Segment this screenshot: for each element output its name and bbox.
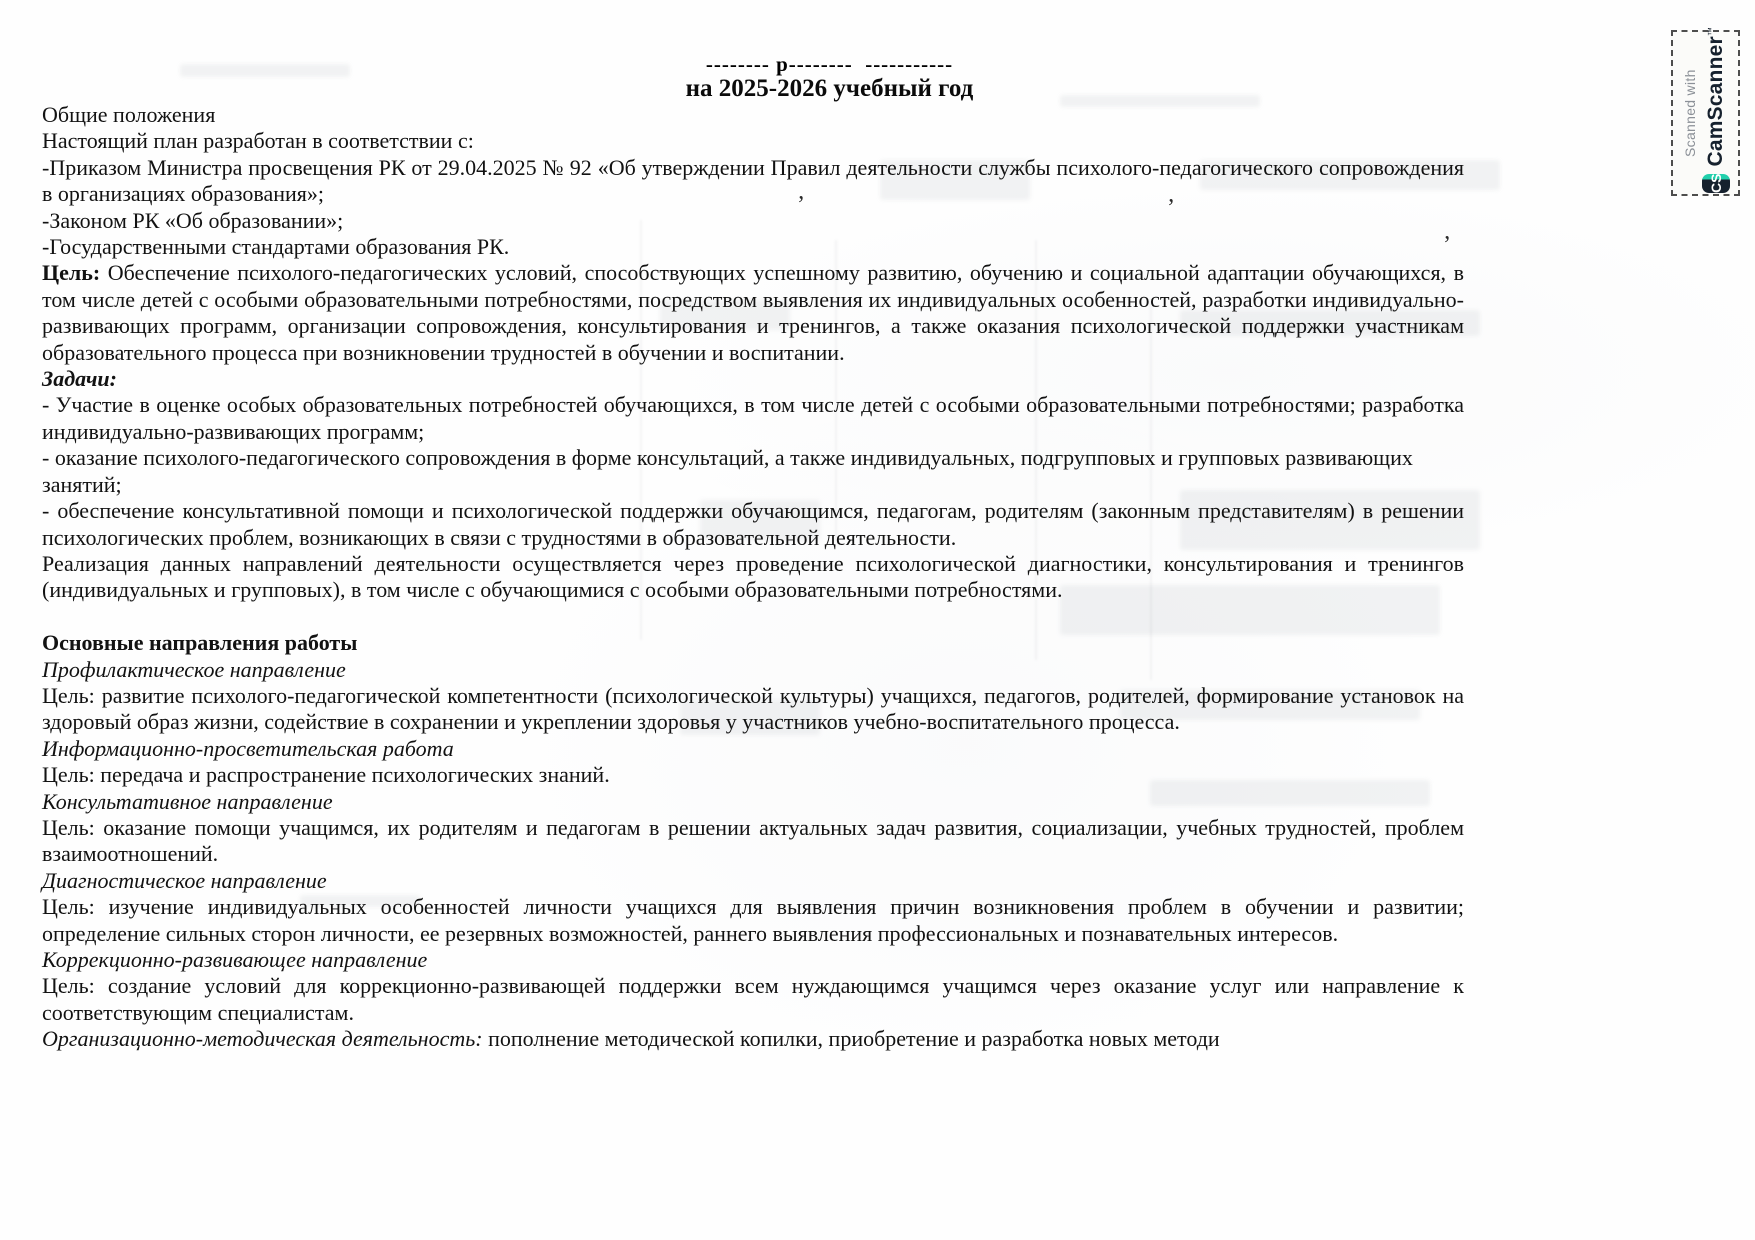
- paragraph-text: пополнение методической копилки, приобретение и разработка новых методи: [482, 1026, 1220, 1052]
- paragraph: Реализация данных направлений деятельности осуществляется через проведение психологической диагностики, консультирования и тренингов (индивидуальных и групповых), в том числе с обучающимися с особыми образовательными потребностями.: [42, 550, 1464, 603]
- paragraph: Общие положения: [42, 102, 216, 127]
- camscanner-watermark: [1671, 26, 1740, 196]
- document-body: [42, 102, 1464, 1053]
- redacted-title-line: -------- р-------- -----------: [705, 52, 954, 76]
- scanned-with-label: Scanned with: [1681, 69, 1698, 157]
- subsection-heading: Информационно-просветительская работа: [42, 735, 454, 761]
- paragraph: -Государственными стандартами образования РК.: [42, 234, 510, 260]
- subsection-heading: Коррекционно-развивающее направление: [42, 946, 428, 972]
- page-title: на 2025-2026 учебный год: [685, 75, 974, 102]
- paragraph: -Законом РК «Об образовании»;: [42, 207, 344, 233]
- scan-speck: ’: [1167, 195, 1175, 221]
- trademark-symbol: ™: [1705, 26, 1716, 37]
- subsection-heading: Консультативное направление: [42, 788, 333, 814]
- paragraph: -Приказом Министра просвещения РК от 29.04.2025 № 92 «Об утверждении Правил деятельности службы психолого-педагогического сопровождения в организациях образования»;: [42, 154, 1464, 207]
- camscanner-watermark-inner: [1675, 26, 1737, 193]
- paragraph: - оказание психолого-педагогического сопровождения в форме консультаций, а также индивидуальных, подгрупповых и групповых развивающих занятий;: [42, 445, 1413, 497]
- camscanner-logo-icon: CS: [1702, 174, 1730, 193]
- paragraph: - обеспечение консультативной помощи и психологической поддержки обучающимся, педагогам, родителям (законным представителям) в решении психологических проблем, возникающих в связи с трудностями в образовательной деятельности.: [42, 498, 1464, 550]
- section-heading: Основные направления работы: [42, 630, 358, 656]
- camscanner-brand-label: CamScanner™: [1703, 26, 1727, 167]
- subsection-heading: Профилактическое направление: [42, 656, 346, 682]
- paragraph-text: Обеспечение психолого-педагогических условий, способствующих успешному развитию, обучению и социальной адаптации обучающихся, в том числе детей с особыми образовательными потребностями, посредством выявления их индивидуальных особенностей, разработки индивидуально-развивающих программ, организации сопровождения, консультирования и тренингов, а также оказания психологической поддержки участникам образовательного процесса при возникновении трудностей в обучении и воспитании.: [42, 260, 1464, 365]
- paragraph-lead: Цель:: [42, 260, 101, 286]
- paragraph: - Участие в оценке особых образовательных потребностей обучающихся, в том числе детей с особыми образовательными потребностями; разработка индивидуально-развивающих программ;: [42, 392, 1464, 444]
- paragraph-lead: Организационно-методическая деятельность:: [42, 1026, 483, 1052]
- paragraph-gap: [42, 604, 1464, 630]
- scan-speck: ’: [797, 192, 805, 218]
- paragraph: [42, 1026, 1464, 1052]
- paragraph: Настоящий план разработан в соответствии с:: [42, 128, 474, 154]
- paragraph: Цель: оказание помощи учащимся, их родителям и педагогам в решении актуальных задач развития, социализации, учебных трудностей, проблем взаимоотношений.: [42, 814, 1464, 867]
- document-header: [42, 54, 1617, 104]
- scan-speck: ’: [1443, 232, 1451, 258]
- paragraph: Цель: изучение индивидуальных особенностей личности учащихся для выявления причин возникновения проблем в обучении и развитии; определение сильных сторон личности, ее резервных возможностей, раннего выявления профессиональных и познавательных интересов.: [42, 894, 1464, 946]
- paragraph: Цель: развитие психолого-педагогической компетентности (психологической культуры) учащихся, педагогов, родителей, формирование установок на здоровый образ жизни, содействие в сохранении и укреплении здоровья у участников учебно-воспитательного процесса.: [42, 682, 1464, 735]
- subsection-heading: Диагностическое направление: [42, 867, 327, 893]
- paragraph: Цель: создание условий для коррекционно-развивающей поддержки всем нуждающимся учащимся через оказание услуг или направление к соответствующим специалистам.: [42, 973, 1464, 1025]
- paragraph: Цель: передача и распространение психологических знаний.: [42, 762, 610, 788]
- paragraph: [42, 260, 1464, 366]
- paragraph: Задачи:: [42, 366, 117, 392]
